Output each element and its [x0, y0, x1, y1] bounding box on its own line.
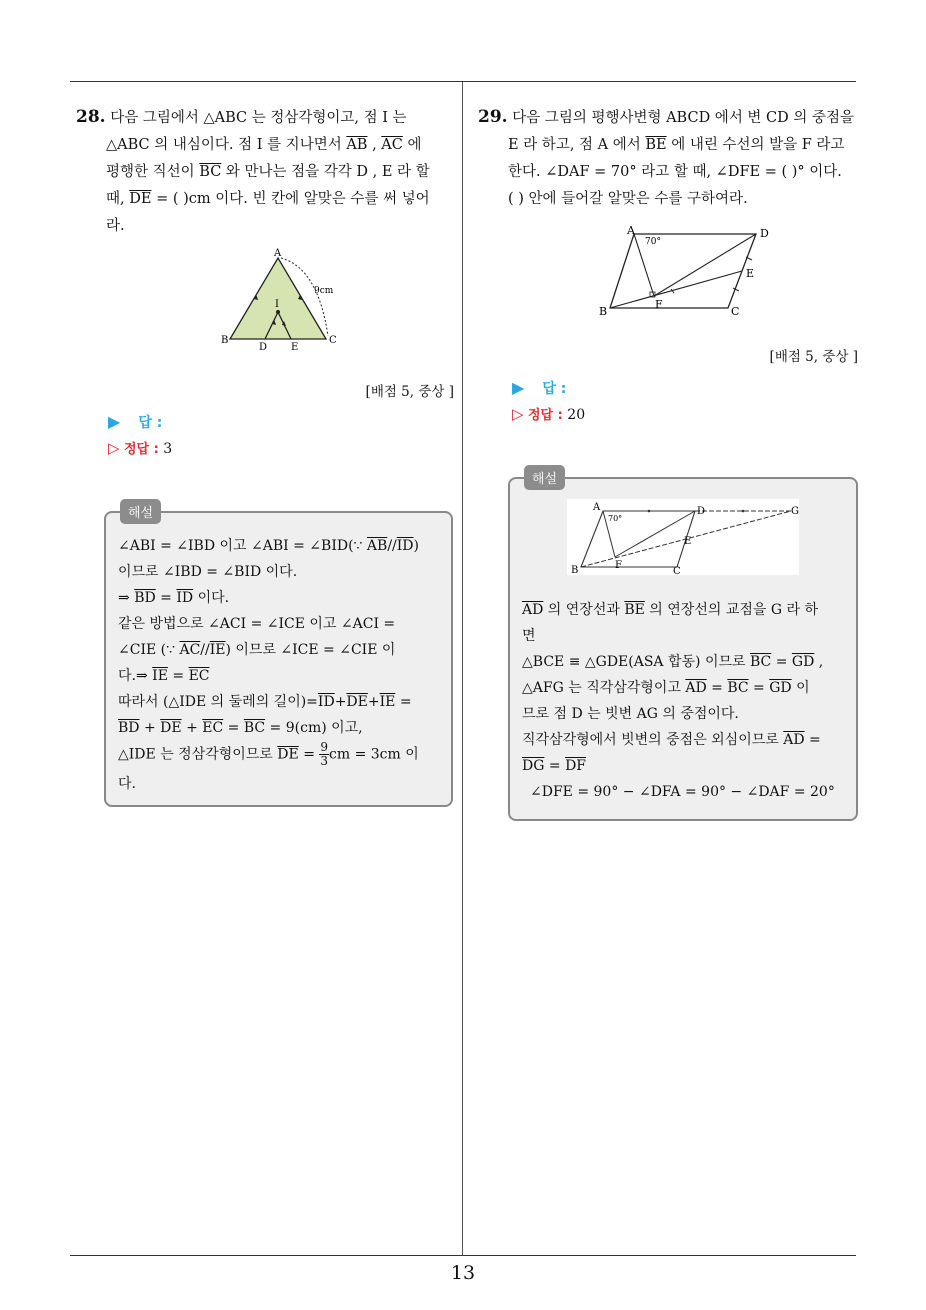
q28-score: [배점 5, 중상 ]	[365, 384, 454, 400]
page-number: 13	[450, 1262, 476, 1284]
q28-line-3-end: 와 만나는 점을 각각 D , E 라 할	[225, 164, 430, 180]
sol-text: 다.⇒	[118, 668, 148, 684]
sol-segment: $\overline{DE}$	[160, 720, 182, 736]
sol-text: =	[809, 732, 821, 748]
q28-line-3: 평행한 직선이	[106, 164, 195, 180]
sol-text: 이다.	[197, 590, 230, 606]
label-d: D	[760, 227, 769, 240]
sol-text: ∠DFE = 90° − ∠DFA = 90° − ∠DAF = 20°	[530, 784, 835, 800]
sol-text: =	[399, 694, 412, 710]
q29-line-2: E 라 하고, 점 A 에서	[508, 137, 641, 153]
label-b: B	[221, 335, 229, 346]
sol-text: 의 연장선과	[547, 602, 620, 618]
sol-text: =	[775, 654, 788, 670]
sol-text: 면	[522, 628, 536, 644]
q29-solution-figure	[567, 499, 799, 575]
sol-text: 의 연장선의 교점을 G 라 하	[649, 602, 818, 618]
q28-segment-bc: $\overline{BC}$	[199, 164, 222, 180]
question-28	[76, 104, 456, 240]
correct-triangle-icon: ▷	[512, 405, 524, 423]
sol-segment: $\overline{BD}$	[118, 720, 140, 736]
parallelogram-abcd	[581, 511, 695, 567]
q28-line-4: 때,	[106, 191, 125, 207]
sol-segment: $\overline{DF}$	[565, 758, 587, 774]
label-a: A	[274, 248, 282, 259]
q29-segment-be: $\overline{BE}$	[645, 137, 667, 153]
label-d: D	[259, 342, 268, 353]
q28-line-1: 다음 그림에서 △ABC 는 정삼각형이고, 점 I 는	[110, 110, 407, 126]
fraction-9-over-3	[319, 741, 329, 768]
label-g: G	[791, 506, 799, 517]
q29-number: 29.	[478, 107, 508, 127]
sol-segment: $\overline{EC}$	[202, 720, 224, 736]
q29-solution-text	[522, 597, 847, 805]
q29-line-4: ( ) 안에 들어갈 알맞은 수를 구하여라.	[508, 191, 748, 207]
fraction-denominator: 3	[320, 754, 329, 768]
sol-segment: $\overline{GD}$	[769, 680, 792, 696]
segment-be	[610, 271, 742, 308]
q29-line-2-end: 에 내린 수선의 발을 F 라고	[671, 137, 845, 153]
sol-text: 따라서 (△IDE 의 둘레의 길이)=	[118, 694, 318, 710]
q28-answer-area	[108, 406, 448, 460]
label-a: A	[627, 224, 635, 237]
q29-line-1: 다음 그림의 평행사변형 ABCD 에서 변 CD 의 중점을	[512, 110, 855, 126]
sol-text: =	[303, 746, 315, 763]
question-29	[478, 104, 860, 213]
q28-line-4-end: = ( )cm 이다. 빈 칸에 알맞은 수를 써 넣어	[156, 191, 430, 207]
q29-parallelogram-figure	[596, 222, 781, 322]
sol-segment: $\overline{BE}$	[624, 602, 645, 618]
sol-text: 다.	[118, 776, 136, 792]
sol-segment: $\overline{DG}$	[522, 758, 545, 774]
fraction-numerator: 9	[320, 740, 329, 754]
q28-answer-label: 답 :	[138, 415, 163, 431]
sol-segment: $\overline{AB}$	[366, 538, 388, 554]
sol-segment: $\overline{BC}$	[727, 680, 749, 696]
sol-text: =	[753, 680, 765, 696]
midpoint-mark	[742, 510, 745, 513]
sol-segment: $\overline{ID}$	[396, 538, 414, 554]
sol-segment: $\overline{AD}$	[685, 680, 707, 696]
label-c: C	[731, 305, 740, 318]
label-e: E	[291, 342, 299, 353]
sol-segment: $\overline{DE}$	[346, 694, 368, 710]
q29-line-3: 한다. ∠DAF = 70° 라고 할 때, ∠DFE = ( )° 이다.	[508, 164, 842, 180]
q29-correct-label: 정답 :	[528, 408, 563, 423]
label-c: C	[329, 335, 337, 346]
sol-segment: $\overline{BD}$	[134, 590, 156, 606]
label-side-9cm: 9cm	[314, 286, 334, 296]
sol-text: =	[548, 758, 561, 774]
sol-segment: $\overline{AC}$	[179, 642, 201, 658]
label-f: F	[615, 560, 622, 571]
q28-number: 28.	[76, 107, 106, 127]
sol-segment: $\overline{GD}$	[791, 654, 815, 670]
sol-text: //	[200, 642, 210, 658]
label-b: B	[571, 565, 579, 575]
sol-text: 직각삼각형에서 빗변의 중점은 외심이므로	[522, 732, 779, 748]
sol-text: =	[711, 680, 723, 696]
column-divider	[462, 82, 463, 1256]
q28-solution-tag: 해설	[120, 499, 161, 524]
answer-triangle-icon: ▶	[108, 412, 121, 431]
sol-text: ) 이므로 ∠ICE = ∠CIE 이	[225, 642, 396, 658]
sol-segment: $\overline{BC}$	[749, 654, 772, 670]
q29-answer-label: 답 :	[542, 381, 567, 397]
q29-text	[478, 104, 860, 213]
label-d: D	[697, 506, 706, 517]
q28-text	[76, 104, 456, 240]
sol-segment: $\overline{ID}$	[176, 590, 194, 606]
q28-correct-label: 정답 :	[124, 442, 159, 457]
sol-text: 같은 방법으로 ∠ACI = ∠ICE 이고 ∠ACI =	[118, 616, 396, 632]
sol-text: ∠ABI = ∠IBD 이고 ∠ABI = ∠BID(∵	[118, 538, 363, 554]
q28-comma: ,	[372, 137, 377, 153]
sol-segment: $\overline{AD}$	[522, 602, 544, 618]
sol-text: //	[387, 538, 397, 554]
q28-solution-text	[118, 533, 443, 797]
sol-text: +	[143, 720, 156, 736]
q28-segment-ac: $\overline{AC}$	[381, 137, 403, 153]
q28-line-5: 라.	[106, 218, 125, 234]
label-b: B	[599, 305, 608, 318]
sol-segment: $\overline{DE}$	[277, 746, 299, 763]
label-f: F	[655, 298, 663, 311]
sol-segment: $\overline{ID}$	[317, 694, 335, 710]
sol-text: 이	[796, 680, 810, 696]
sol-text: 므로 점 D 는 빗변 AG 의 중점이다.	[522, 706, 739, 722]
sol-text: ,	[818, 654, 824, 670]
sol-text: △BCE ≡ △GDE(ASA 합동) 이므로	[522, 654, 746, 670]
sol-text: )	[413, 538, 419, 554]
label-angle-70: 70°	[645, 237, 661, 247]
q28-line-2: △ABC 의 내심이다. 점 I 를 지나면서	[106, 137, 342, 153]
q29-solution-tag: 해설	[524, 465, 565, 490]
sol-text: =	[160, 590, 172, 606]
label-c: C	[673, 566, 681, 575]
sol-text: =	[172, 668, 185, 684]
q29-answer-area	[512, 372, 852, 426]
q29-solution-box	[508, 472, 858, 821]
label-e: E	[684, 536, 692, 547]
sol-text: =	[227, 720, 240, 736]
label-a: A	[593, 502, 601, 513]
answer-triangle-icon: ▶	[512, 378, 525, 397]
sol-segment: $\overline{IE}$	[379, 694, 396, 710]
sol-text: = 9(cm) 이고,	[269, 720, 363, 736]
segment-df	[654, 234, 756, 296]
parallelogram-abcd	[610, 234, 756, 308]
top-rule	[70, 81, 856, 82]
midpoint-mark	[648, 510, 651, 513]
sol-text: +	[334, 694, 347, 710]
sol-segment: $\overline{IE}$	[209, 642, 226, 658]
incenter-point	[276, 310, 280, 314]
sol-text: 이므로 ∠IBD = ∠BID 이다.	[118, 564, 298, 580]
label-i: I	[275, 299, 279, 310]
q28-correct-value: 3	[163, 441, 173, 457]
sol-segment: $\overline{EC}$	[188, 668, 210, 684]
sol-text: +	[367, 694, 380, 710]
correct-triangle-icon: ▷	[108, 439, 120, 457]
q29-score: [배점 5, 중상 ]	[769, 349, 858, 365]
sol-text: △IDE 는 정삼각형이므로	[118, 746, 273, 763]
q28-segment-de: $\overline{DE}$	[129, 191, 152, 207]
sol-text: ⇒	[118, 590, 130, 606]
sol-segment: $\overline{BC}$	[243, 720, 266, 736]
label-angle-70: 70°	[608, 514, 623, 523]
q29-correct-value: 20	[567, 407, 586, 423]
sol-text: +	[186, 720, 198, 736]
bottom-rule	[70, 1255, 856, 1256]
sol-text: ∠CIE (∵	[118, 642, 176, 658]
q28-segment-ab: $\overline{AB}$	[346, 137, 368, 153]
sol-text: △AFG 는 직각삼각형이고	[522, 680, 681, 696]
sol-segment: $\overline{AD}$	[783, 732, 805, 748]
q28-solution-box	[104, 506, 453, 807]
sol-text: cm = 3cm 이	[329, 746, 419, 763]
q28-line-2-end: 에	[407, 137, 422, 153]
sol-segment: $\overline{IE}$	[152, 668, 168, 684]
q28-triangle-figure	[215, 244, 345, 354]
label-e: E	[746, 267, 755, 280]
